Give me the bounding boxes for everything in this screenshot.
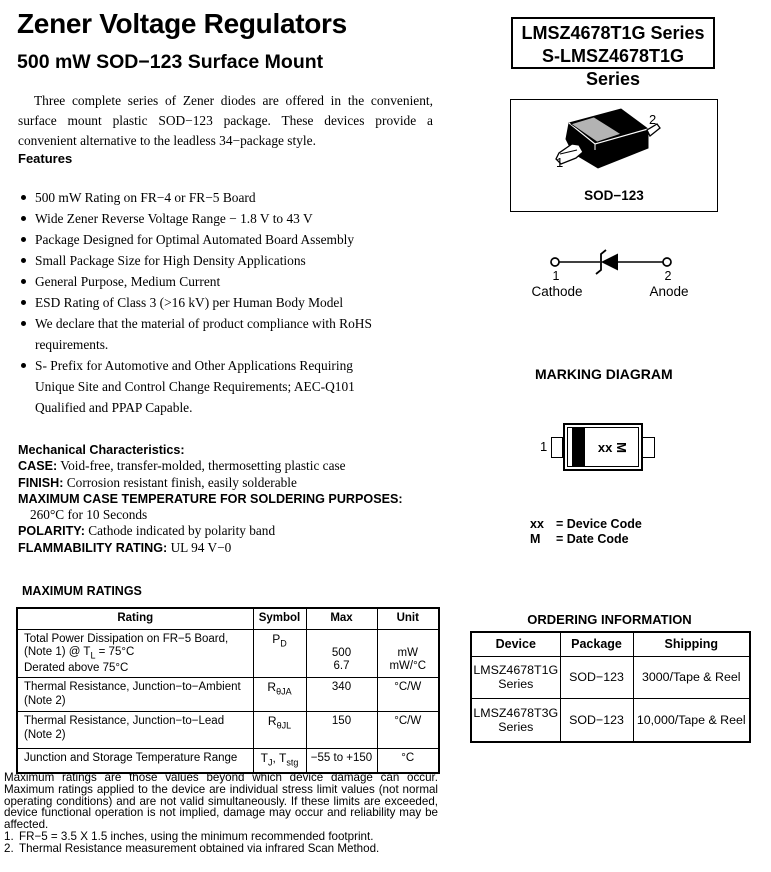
footnote-1: 1. FR−5 = 3.5 X 1.5 inches, using the minimum recommended footprint. — [4, 829, 374, 843]
max-cell: 150 — [306, 712, 377, 749]
package-cell: SOD−123 — [560, 698, 633, 742]
package-figure-box — [510, 99, 718, 212]
series-line-2: S-LMSZ4678T1G Series — [541, 46, 685, 89]
max-cell: 500 6.7 — [306, 629, 377, 678]
ratings-disclaimer: Maximum ratings are those values beyond which device damage can occur. Maximum ratings applied to the device are individual stress limit values (not normal operating conditions) and are not valid simultaneously. If these limits are exceeded, device functional operation is not implied, damage may occur and reliability may be affected. — [4, 771, 438, 832]
anode-label: Anode — [649, 284, 689, 299]
date-code-placeholder: M — [614, 441, 630, 453]
table-row — [17, 629, 439, 678]
col-header-device: Device — [471, 632, 560, 656]
symbol-cell: $R_{\theta JL}$ — [253, 712, 306, 749]
feature-item: S- Prefix for Automotive and Other Applications Requiring Unique Site and Control Change Requirements; AEC-Q101 Qualified and PPAP Capable. — [18, 355, 390, 418]
rating-cell: Thermal Resistance, Junction−to−Ambient (Note 2) — [17, 678, 253, 712]
series-title-box — [511, 17, 715, 89]
anode-pin-number: 2 — [664, 269, 672, 283]
mechanical-heading: Mechanical Characteristics: — [18, 443, 185, 457]
mechanical-characteristics — [18, 442, 448, 556]
legend-row-device-code: xx = Device Code — [530, 517, 642, 531]
feature-item: ESD Rating of Class 3 (>16 kV) per Human Body Model — [18, 292, 390, 313]
unit-cell: mW mW/°C — [377, 629, 439, 678]
footnotes — [4, 772, 438, 855]
table-row — [17, 678, 439, 712]
table-row — [471, 698, 750, 742]
unit-cell: °C/W — [377, 712, 439, 749]
unit-cell: °C/W — [377, 678, 439, 712]
col-header-symbol: Symbol — [253, 608, 306, 629]
marking-left-lead — [551, 437, 563, 458]
feature-item: General Purpose, Medium Current — [18, 271, 390, 292]
mech-polarity-line: POLARITY: Cathode indicated by polarity band — [18, 523, 276, 539]
ordering-information-table — [470, 631, 751, 743]
mech-solder-value: 260°C for 10 Seconds — [30, 507, 148, 523]
symbol-cell: $P_D$ — [253, 629, 306, 678]
marking-diagram-figure — [540, 423, 665, 473]
col-header-shipping: Shipping — [633, 632, 750, 656]
unit-cell: °C — [377, 749, 439, 773]
device-cell: LMSZ4678T3G Series — [471, 698, 560, 742]
page-title: Zener Voltage Regulators — [17, 8, 347, 39]
max-cell: −55 to +150 — [306, 749, 377, 773]
intro-paragraph: Three complete series of Zener diodes are offered in the convenient, surface mount plastic SOD−123 package. These devices provide a convenient alternative to the leadless 34−package style. — [18, 93, 433, 148]
marking-code-text — [587, 428, 638, 466]
table-header-row — [471, 632, 750, 656]
legend-row-date-code: M = Date Code — [530, 531, 629, 546]
device-cell: LMSZ4678T1G Series — [471, 656, 560, 698]
marking-pin1-label: 1 — [540, 439, 548, 454]
feature-item: 500 mW Rating on FR−4 or FR−5 Board — [18, 187, 390, 208]
marking-diagram-heading: MARKING DIAGRAM — [535, 366, 673, 382]
mech-case-line: CASE: Void-free, transfer-molded, thermosetting plastic case — [18, 458, 346, 474]
features-heading: Features — [18, 151, 73, 166]
mech-finish-line: FINISH: Corrosion resistant finish, easily solderable — [18, 474, 297, 490]
cathode-pin-number: 1 — [552, 269, 560, 283]
feature-item: Small Package Size for High Density Applications — [18, 250, 390, 271]
col-header-rating: Rating — [17, 608, 253, 629]
col-header-max: Max — [306, 608, 377, 629]
mech-solder-line: MAXIMUM CASE TEMPERATURE FOR SOLDERING PURPOSES: — [18, 491, 403, 506]
table-row — [17, 712, 439, 749]
shipping-cell: 3000/Tape & Reel — [633, 656, 750, 698]
package-cell: SOD−123 — [560, 656, 633, 698]
max-ratings-table — [16, 607, 440, 774]
symbol-cell: $T_J$, $T_{stg}$ — [253, 749, 306, 773]
zener-diode-symbol-figure — [530, 248, 700, 314]
features-list — [18, 187, 390, 418]
package-name-label: SOD−123 — [584, 188, 644, 203]
rating-cell: Thermal Resistance, Junction−to−Lead (Note 2) — [17, 712, 253, 749]
package-pin2-label: 2 — [649, 112, 657, 127]
package-pin1-label: 1 — [556, 155, 564, 170]
rating-cell: Junction and Storage Temperature Range — [17, 749, 253, 773]
rating-cell: Total Power Dissipation on FR−5 Board, (Note 1) @ $T_L = 75^\circ C$ Derated above 75°C — [17, 629, 253, 678]
table-header-row — [17, 608, 439, 629]
page-subtitle: 500 mW SOD−123 Surface Mount — [17, 51, 324, 73]
series-line-1: LMSZ4678T1G Series — [521, 23, 705, 43]
cathode-label: Cathode — [531, 284, 583, 299]
max-ratings-heading: MAXIMUM RATINGS — [22, 584, 142, 598]
footnote-2: 2. Thermal Resistance measurement obtained via infrared Scan Method. — [4, 841, 380, 855]
shipping-cell: 10,000/Tape & Reel — [633, 698, 750, 742]
table-row — [471, 656, 750, 698]
symbol-cell: $R_{\theta JA}$ — [253, 678, 306, 712]
marking-legend — [530, 517, 642, 546]
feature-item: Package Designed for Optimal Automated Board Assembly — [18, 229, 390, 250]
polarity-band — [572, 428, 585, 466]
col-header-package: Package — [560, 632, 633, 656]
ordering-information-heading: ORDERING INFORMATION — [527, 612, 692, 627]
feature-item: Wide Zener Reverse Voltage Range − 1.8 V to 43 V — [18, 208, 390, 229]
table-row — [17, 749, 439, 773]
marking-package-body — [563, 423, 643, 471]
marking-right-lead — [642, 437, 655, 458]
mech-flammability-line: FLAMMABILITY RATING: UL 94 V−0 — [18, 539, 232, 555]
max-cell: 340 — [306, 678, 377, 712]
device-code-placeholder: xx — [597, 439, 613, 455]
col-header-unit: Unit — [377, 608, 439, 629]
sod-123-package-drawing — [546, 105, 696, 177]
feature-item: We declare that the material of product compliance with RoHS requirements. — [18, 313, 390, 355]
